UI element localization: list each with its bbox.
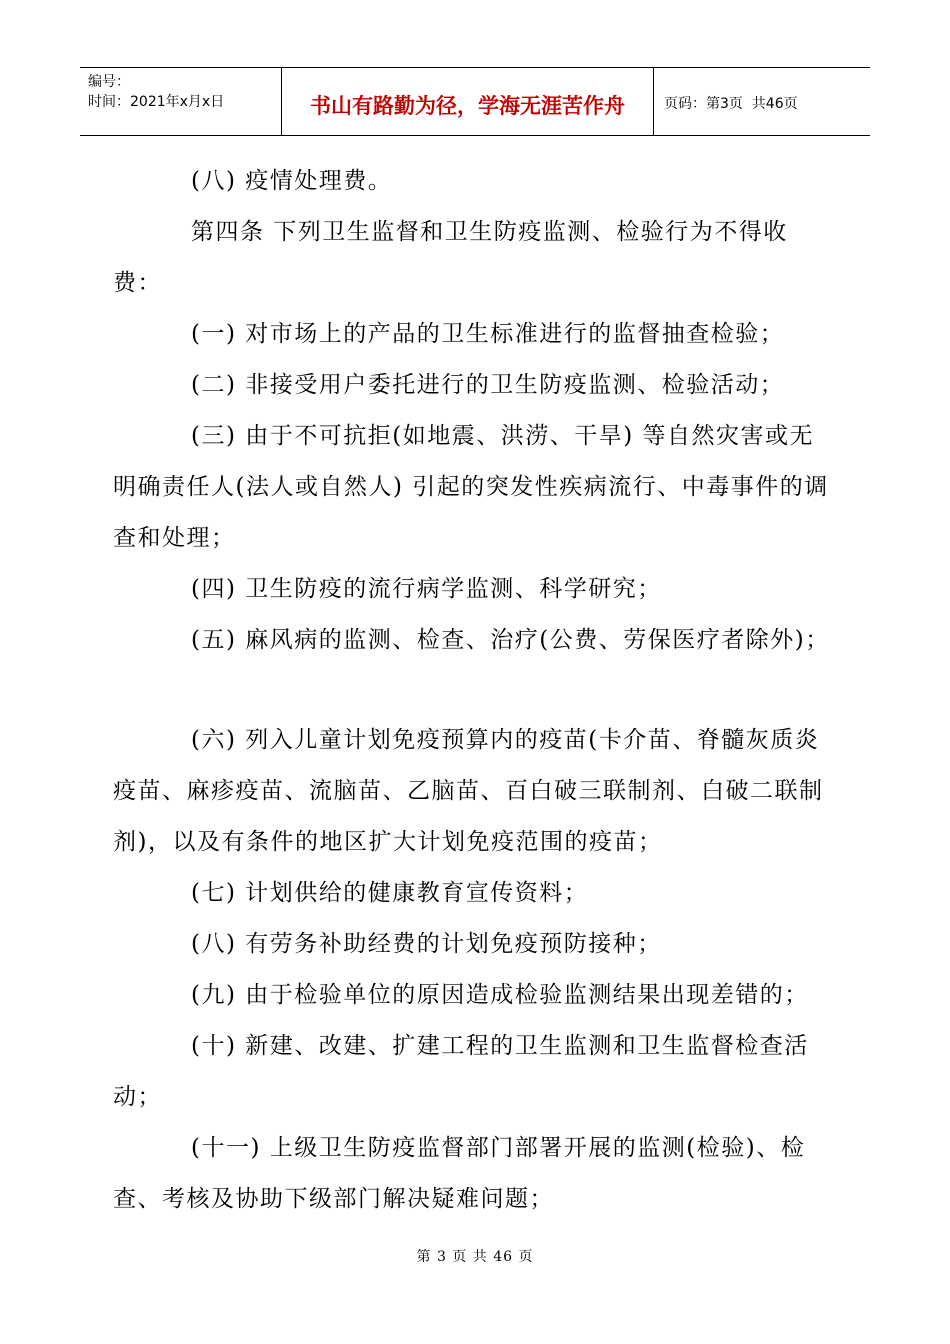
- paragraph: (九) 由于检验单位的原因造成检验监测结果出现差错的；: [191, 982, 809, 1008]
- paragraph: (一) 对市场上的产品的卫生标准进行的监督抽查检验；: [191, 321, 785, 347]
- paragraph: (十) 新建、改建、扩建工程的卫生监测和卫生监督检查活动；: [113, 1033, 809, 1110]
- document-body: [113, 156, 833, 1225]
- paragraph: (四) 卫生防疫的流行病学监测、科学研究；: [191, 576, 662, 602]
- paragraph: (十一) 上级卫生防疫监督部门部署开展的监测(检验)、检查、考核及协助下级部门解决疑难问题；: [113, 1135, 806, 1212]
- page-header: [80, 67, 870, 136]
- paragraph: (八) 疫情处理费。: [191, 168, 393, 194]
- paragraph: (七) 计划供给的健康教育宣传资料；: [191, 880, 589, 906]
- paragraph: (三) 由于不可抗拒(如地震、洪涝、干旱) 等自然灾害或无明确责任人(法人或自然人) 引起的突发性疾病流行、中毒事件的调查和处理；: [113, 423, 829, 551]
- document-time-label: 时间：2021年x月x日: [88, 94, 225, 110]
- document-number-label: 编号：: [88, 74, 130, 90]
- paragraph: (二) 非接受用户委托进行的卫生防疫监测、检验活动；: [191, 372, 785, 398]
- paragraph: (五) 麻风病的监测、检查、治疗(公费、劳保医疗者除外)；: [191, 627, 830, 653]
- header-page-info: [654, 68, 870, 135]
- paragraph: (八) 有劳务补助经费的计划免疫预防接种；: [191, 931, 662, 957]
- paragraph: (六) 列入儿童计划免疫预算内的疫苗(卡介苗、脊髓灰质炎疫苗、麻疹疫苗、流脑苗、乙脑苗、百白破三联制剂、白破二联制剂)，以及有条件的地区扩大计划免疫范围的疫苗；: [113, 727, 824, 855]
- paragraph-gap: [113, 666, 833, 715]
- header-meta: [80, 68, 282, 135]
- paragraph: 第四条 下列卫生监督和卫生防疫监测、检验行为不得收费：: [113, 219, 788, 296]
- header-page-info-text: 页码：第3页 共46页: [664, 95, 798, 112]
- header-motto: 书山有路勤为径，学海无涯苦作舟: [282, 68, 654, 135]
- page-footer: 第 3 页 共 46 页: [416, 1249, 534, 1265]
